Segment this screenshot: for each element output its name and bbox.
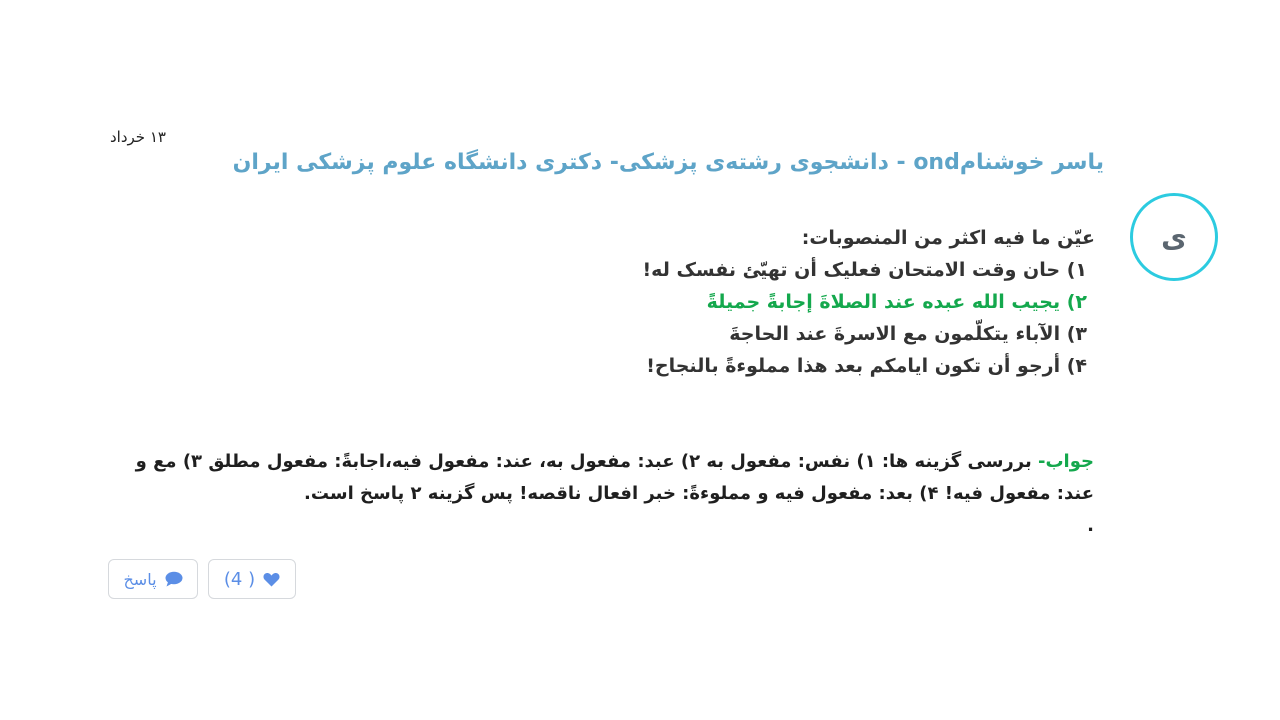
- like-count: ( 4): [223, 568, 256, 590]
- post-actions: [108, 559, 296, 599]
- post-date: ۱۳ خرداد: [110, 128, 166, 146]
- avatar[interactable]: [1130, 193, 1218, 281]
- comment-icon: [165, 571, 183, 587]
- avatar-letter: ی: [1161, 220, 1187, 254]
- reply-label: پاسخ: [123, 569, 157, 589]
- heart-icon: [263, 572, 280, 587]
- question-block: [643, 222, 1095, 382]
- answer-text: [99, 446, 1094, 510]
- author-name[interactable]: یاسر خوشنامond - دانشجوی رشته‌ی پزشکی- دکتری دانشگاه علوم پزشکی ایران: [232, 150, 1104, 175]
- question-option-3: ۳) الآباء يتكلّمون مع الاسرةَ عند الحاجةَ: [729, 323, 1087, 345]
- reply-button[interactable]: [108, 559, 198, 599]
- answer-trailing: .: [1087, 515, 1094, 536]
- answer-label: جواب-: [1038, 451, 1094, 472]
- question-option-4: ۴) أرجو أن تکون ايامكم بعد هذا مملوءةً بالنجاح!: [646, 355, 1087, 377]
- question-option-1: ۱) حان وقت الامتحان فعليک أن تهيّئ نفسک له!: [642, 259, 1087, 281]
- question-option-2-correct: ۲) يجيب الله عبده عند الصلاةَ إجابةً جميلةً: [706, 291, 1087, 313]
- like-button[interactable]: [208, 559, 296, 599]
- answer-body: بررسی گزینه ها: ۱) نفس: مفعول به ۲) عبد: مفعول به، عند: مفعول فيه،اجابةً: مفعول مطلق ۳) مع و عند: مفعول فيه! ۴) بعد: مفعول فيه و مملوءةً: خبر افعال ناقصه! پس گزینه ۲ پاسخ است.: [135, 451, 1094, 504]
- answer-block: [99, 446, 1094, 542]
- question-prompt: عيّن ما فيه اكثر من المنصوبات:: [801, 227, 1095, 249]
